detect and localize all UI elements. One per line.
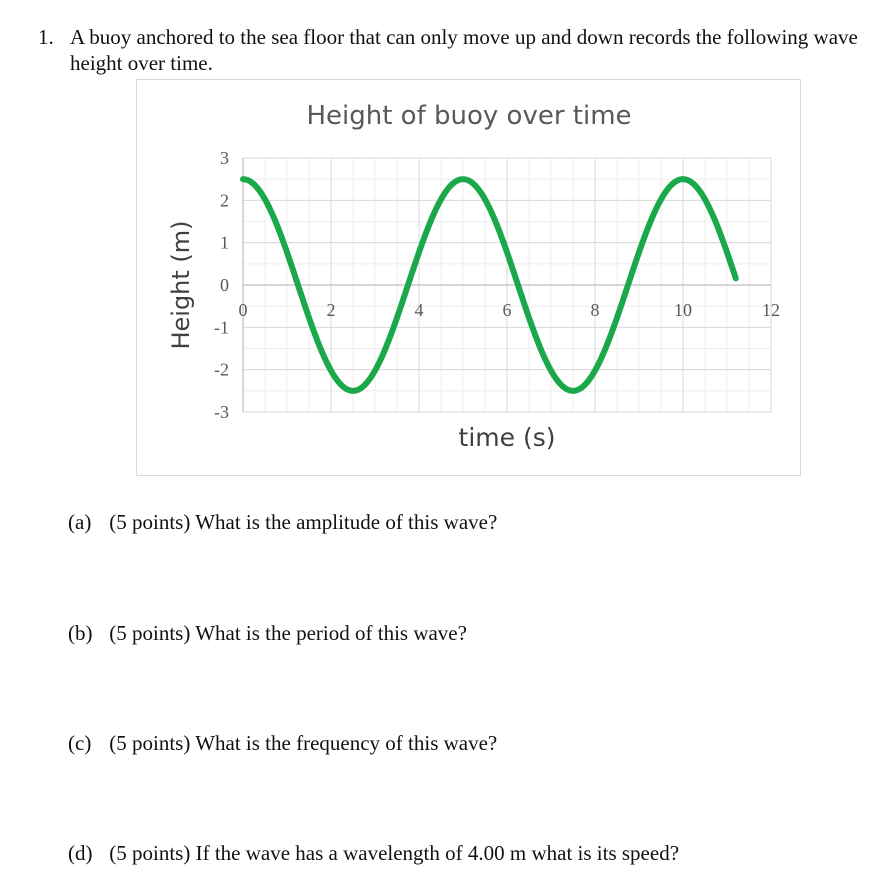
problem-number: 1.	[38, 25, 54, 49]
y-tick-label: -2	[214, 359, 229, 380]
x-tick-label: 0	[238, 300, 248, 320]
question-d	[68, 840, 679, 866]
y-tick-label: 2	[220, 190, 229, 211]
y-tick-label: 1	[220, 232, 229, 253]
x-tick-label: 8	[590, 300, 600, 320]
y-tick-label: -1	[214, 317, 229, 338]
question-c	[68, 730, 497, 756]
y-tick-label: 3	[220, 148, 229, 168]
question-d-label: (d)	[68, 841, 93, 865]
question-d-text: (5 points) If the wave has a wavelength of 4.00 m what is its speed?	[109, 841, 680, 865]
buoy-height-chart	[137, 80, 802, 477]
question-a-label: (a)	[68, 510, 92, 534]
y-tick-label: 0	[220, 275, 229, 295]
problem-text: A buoy anchored to the sea floor that can only move up and down records the following wave height over time.	[70, 25, 858, 75]
x-tick-label: 2	[326, 300, 336, 320]
problem-1	[38, 24, 868, 76]
chart-container	[136, 79, 801, 476]
question-a	[68, 509, 497, 535]
question-a-text: (5 points) What is the amplitude of this wave?	[109, 510, 498, 534]
question-b-text: (5 points) What is the period of this wave?	[109, 621, 467, 645]
question-b	[68, 620, 467, 646]
chart-title: Height of buoy over time	[306, 101, 632, 131]
question-c-text: (5 points) What is the frequency of this wave?	[109, 731, 498, 755]
x-tick-label: 10	[674, 300, 692, 320]
x-tick-label: 12	[762, 300, 780, 320]
x-tick-label: 6	[502, 300, 512, 320]
y-axis-label: Height (m)	[167, 220, 195, 350]
question-b-label: (b)	[68, 621, 93, 645]
x-tick-label: 4	[414, 300, 424, 320]
x-axis-label: time (s)	[458, 423, 556, 452]
question-c-label: (c)	[68, 731, 92, 755]
y-tick-label: -3	[214, 402, 229, 422]
